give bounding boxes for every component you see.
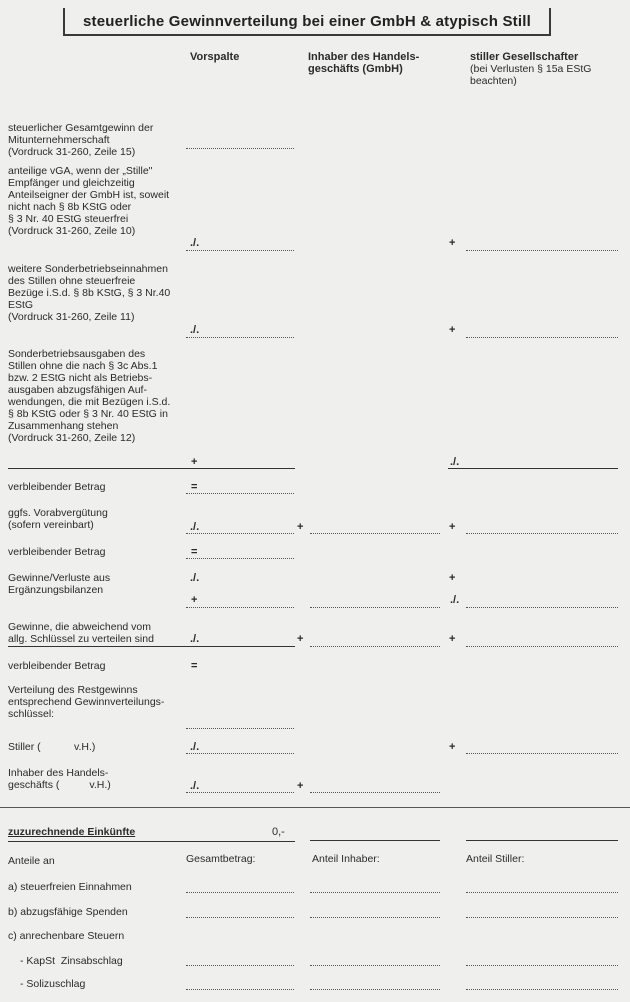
column-header-stiller-line: stiller Gesellschafter	[470, 51, 579, 63]
label-line: nicht nach § 8b KStG oder	[8, 201, 132, 213]
row-ergaenzungsbilanzen-label	[8, 572, 186, 596]
label-line: Inhaber des Handels-	[8, 767, 109, 779]
plus-operator: +	[297, 780, 304, 792]
column-header-vorspalte: Vorspalte	[190, 51, 240, 63]
label-line: Ergänzungsbilanzen	[8, 584, 104, 596]
row-sonderbetriebseinnahmen-label	[8, 263, 186, 323]
gesamt-field[interactable]	[186, 892, 294, 893]
plus-operator: +	[297, 633, 304, 645]
label-line: anteilige vGA, wenn der „Stille"	[8, 165, 153, 177]
label-line: ggfs. Vorabvergütung	[8, 507, 108, 519]
stiller-field[interactable]	[466, 607, 618, 608]
anteil-inhaber-header: Anteil Inhaber:	[312, 853, 380, 865]
label-line: weitere Sonderbetriebseinnahmen	[8, 263, 168, 275]
row-separator	[8, 468, 295, 469]
vorspalte-field[interactable]	[186, 607, 294, 608]
label-line: ausgaben abzugsfähigen Auf-	[8, 384, 147, 396]
row-restgewinn-label	[8, 684, 186, 720]
vorspalte-field[interactable]	[186, 753, 294, 754]
label-line: (Vordruck 31-260, Zeile 11)	[8, 311, 135, 323]
zuzurechnende-value: 0,-	[272, 826, 285, 838]
plus-operator: +	[449, 521, 456, 533]
column-header-stiller-note: beachten)	[470, 75, 517, 87]
vorspalte-field[interactable]	[186, 493, 294, 494]
plus-operator: +	[449, 324, 456, 336]
label-line: (Vordruck 31-260, Zeile 12)	[8, 432, 136, 444]
vorspalte-field[interactable]	[186, 533, 294, 534]
inhaber-field[interactable]	[310, 892, 440, 893]
inhaber-field[interactable]	[310, 989, 440, 990]
label-line: (Vordruck 31-260, Zeile 10)	[8, 225, 136, 237]
row-separator	[8, 646, 295, 647]
inhaber-field[interactable]	[310, 917, 440, 918]
row-vga-label	[8, 165, 186, 237]
vorspalte-field[interactable]	[186, 728, 294, 729]
row-sonderbetriebsausgaben-label	[8, 348, 186, 444]
label-line: bzw. 2 EStG nicht als Betriebs-	[8, 372, 153, 384]
minus-operator: ./.	[190, 324, 200, 336]
label-line: § 8b KStG oder § 3 Nr. 40 EStG in	[8, 408, 168, 420]
anrechenbare-steuern-label: c) anrechenbare Steuern	[8, 930, 125, 942]
label-line: steuerlicher Gesamtgewinn der	[8, 122, 154, 134]
inhaber-field[interactable]	[310, 646, 440, 647]
anteile-label: Anteile an	[8, 855, 55, 867]
label-line: verbleibender Betrag	[8, 660, 106, 672]
stiller-field[interactable]	[466, 753, 618, 754]
label-line: Empfänger und gleichzeitig	[8, 177, 135, 189]
label-line: Verteilung des Restgewinns	[8, 684, 138, 696]
label-line: des Stillen ohne steuerfreie	[8, 275, 136, 287]
label-fragment: geschäfts (	[8, 779, 60, 791]
column-header-inhaber-line: geschäfts (GmbH)	[308, 63, 403, 75]
vorspalte-field[interactable]	[186, 558, 294, 559]
label-line: verbleibender Betrag	[8, 546, 106, 558]
plus-operator: +	[191, 594, 198, 606]
gesamtbetrag-header: Gesamtbetrag:	[186, 853, 256, 865]
stiller-separator	[448, 468, 618, 469]
label-line: Anteilseigner der GmbH ist, soweit	[8, 189, 170, 201]
label-line: § 3 Nr. 40 EStG steuerfrei	[8, 213, 129, 225]
inhaber-field[interactable]	[310, 792, 440, 793]
row-vorabverguetung-label	[8, 507, 186, 531]
label-line: entsprechend Gewinnverteilungs-	[8, 696, 165, 708]
anteil-stiller-header: Anteil Stiller:	[466, 853, 525, 865]
stiller-field[interactable]	[466, 989, 618, 990]
steuerfreie-einnahmen-label: a) steuerfreien Einnahmen	[8, 881, 132, 893]
minus-operator: ./.	[190, 741, 200, 753]
label-line: allg. Schlüssel zu verteilen sind	[8, 633, 154, 645]
column-header-inhaber	[308, 51, 448, 75]
row-verbleibend-3-label	[8, 660, 186, 672]
stiller-field[interactable]	[466, 646, 618, 647]
minus-operator: ./.	[190, 780, 200, 792]
plus-operator: +	[449, 633, 456, 645]
equals-operator: =	[191, 481, 198, 493]
minus-operator: ./.	[190, 633, 200, 645]
label-line: schlüssel:	[8, 708, 55, 720]
stiller-field[interactable]	[466, 892, 618, 893]
plus-operator: +	[191, 456, 198, 468]
row-verbleibend-2-label	[8, 546, 186, 558]
inhaber-field[interactable]	[310, 965, 440, 966]
label-line: wendungen, die mit Bezügen i.S.d.	[8, 396, 171, 408]
label-line: Mitunternehmerschaft	[8, 134, 110, 146]
page-title: steuerliche Gewinnverteilung bei einer GmbH & atypisch Still	[83, 12, 531, 30]
equals-operator: =	[191, 546, 198, 558]
gesamt-field[interactable]	[186, 989, 294, 990]
stiller-field[interactable]	[466, 917, 618, 918]
summary-underline	[8, 841, 295, 842]
label-line	[8, 779, 111, 791]
label-line: Zusammenhang stehen	[8, 420, 119, 432]
column-header-stiller-note: (bei Verlusten § 15a EStG	[470, 63, 592, 75]
minus-operator: ./.	[450, 594, 460, 606]
minus-operator: ./.	[450, 456, 460, 468]
gesamt-field[interactable]	[186, 917, 294, 918]
vorspalte-field[interactable]	[186, 337, 294, 338]
label-line: verbleibender Betrag	[8, 481, 106, 493]
stiller-field[interactable]	[466, 337, 618, 338]
stiller-total-line[interactable]	[466, 840, 618, 841]
plus-operator: +	[449, 572, 456, 584]
label-line: (sofern vereinbart)	[8, 519, 94, 531]
plus-operator: +	[449, 741, 456, 753]
inhaber-field[interactable]	[310, 607, 440, 608]
label-line: EStG	[8, 299, 34, 311]
vorspalte-field[interactable]	[186, 148, 294, 149]
plus-operator: +	[449, 237, 456, 249]
title-box	[63, 8, 551, 36]
zuzurechnende-label: zuzurechnende Einkünfte	[8, 826, 136, 838]
solizuschlag-label: - Solizuschlag	[20, 978, 86, 990]
label-line: Sonderbetriebsausgaben des	[8, 348, 146, 360]
label-line: Stillen ohne die nach § 3c Abs.1	[8, 360, 158, 372]
label-line: Gewinne, die abweichend vom	[8, 621, 152, 633]
section-divider	[0, 807, 630, 808]
label-line: (Vordruck 31-260, Zeile 15)	[8, 146, 136, 158]
minus-operator: ./.	[190, 237, 200, 249]
inhaber-total-line[interactable]	[310, 840, 440, 841]
label-line: Gewinne/Verluste aus	[8, 572, 111, 584]
spenden-label: b) abzugsfähige Spenden	[8, 906, 128, 918]
equals-operator: =	[191, 660, 198, 672]
inhaber-field[interactable]	[310, 533, 440, 534]
stiller-field[interactable]	[466, 250, 618, 251]
label-fragment: v.H.)	[89, 779, 111, 791]
row-verbleibend-1-label	[8, 481, 186, 493]
stiller-share-label: Stiller (	[8, 741, 41, 753]
vorspalte-field[interactable]	[186, 792, 294, 793]
row-gesamtgewinn-label	[8, 122, 186, 158]
column-header-inhaber-line: Inhaber des Handels-	[308, 51, 420, 63]
stiller-share-unit: v.H.)	[74, 741, 96, 753]
stiller-field[interactable]	[466, 965, 618, 966]
kapst-label: - KapSt Zinsabschlag	[20, 955, 123, 967]
stiller-field[interactable]	[466, 533, 618, 534]
row-abweichend-label	[8, 621, 186, 645]
plus-operator: +	[297, 521, 304, 533]
inhaber-share-label	[8, 767, 111, 791]
vorspalte-field[interactable]	[186, 250, 294, 251]
column-header-stiller	[470, 51, 620, 87]
gesamt-field[interactable]	[186, 965, 294, 966]
minus-operator: ./.	[190, 572, 200, 584]
minus-operator: ./.	[190, 521, 200, 533]
label-line: Bezüge i.S.d. § 8b KStG, § 3 Nr.40	[8, 287, 171, 299]
